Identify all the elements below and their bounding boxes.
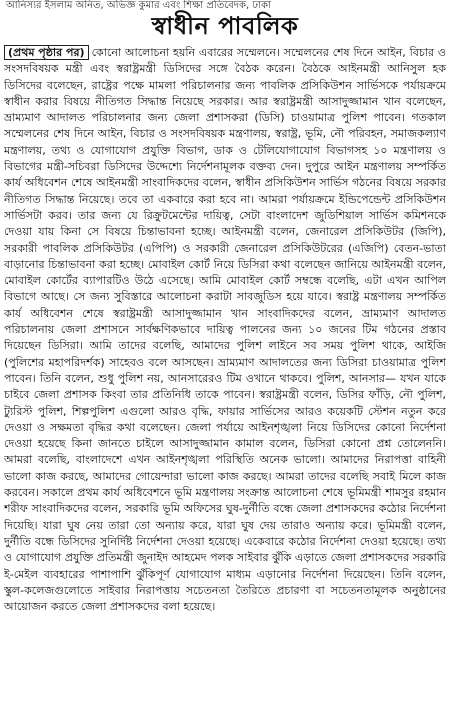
article-paragraph [4,45,446,615]
header-fragment: আনিস্যর ইসলাম অনিত, অভিজ্ঞ কুমার এবং শিক্ষা প্রতিবেদক, ঢাকা [6,0,271,11]
headline: স্বাধীন পাবলিক [151,11,299,40]
article-body [4,45,446,715]
continued-tag: (প্রথম পৃষ্ঠার পর) [4,45,89,60]
article-text: কোনো আলোচনা হয়নি এবারের সম্মেলনে। সম্মেলনের শেষ দিনে আইন, বিচার ও সংসদবিষয়ক মন্ত্রী এবং স্বরাষ্ট্রমন্ত্রী ডিসিদের সঙ্গে বৈঠক করেন। বৈঠকে আইনমন্ত্রী আনিসুল হক ডিসিদের বলেছেন, রাষ্ট্রের পক্ষে মামলা পরিচালনার জন্য পাবলিক প্রসিকিউশন সার্ভিসকে পর্যায়ক্রমে স্বাধীন করার বিষয়ে নীতিগত সিদ্ধান্ত নিয়েছে সরকার। আর স্বরাষ্ট্রমন্ত্রী আসাদুজ্জামান খান বলেছেন, ভ্রাম্যমাণ আদালত পরিচালনার জন্য জেলা প্রশাসকরা (ডিসি) চাওয়ামাত্র পুলিশ পাবেন। গতকাল সম্মেলনের শেষ দিনে আইন, বিচার ও সংসদবিষয়ক মন্ত্রণালয়, স্বরাষ্ট্র, ভূমি, নৌ পরিবহন, সমাজকল্যাণ মন্ত্রণালয়, তথ্য ও যোগাযোগ প্রযুক্তি বিভাগ, ডাক ও টেলিযোগাযোগ বিভাগসহ ১০ মন্ত্রণালয় ও বিভাগের মন্ত্রী-সচিবরা ডিসিদের উদ্দেশ্যে নির্দেশনামূলক বক্তব্য দেন। দুপুরে আইন মন্ত্রণালয় সম্পর্কিত কার্য অধিবেশন শেষে আইনমন্ত্রী সাংবাদিকদের বলেন, স্বাধীন প্রসিকিউশন সার্ভিস গঠনের বিষয়ে সরকার নীতিগত সিদ্ধান্ত নিয়েছে। তবে তা একবারে করা হবে না। আমরা পর্যায়ক্রমে ইন্ডিপেন্ডেন্ট প্রসিকিউশন সার্ভিসটা করব। তার জন্য যে রিক্রুটমেন্টের দায়িত্ব, সেটা বাংলাদেশ জুডিশিয়াল সার্ভিস কমিশনকে দেওয়া যায় কিনা সে বিষয়ে চিন্তাভাবনা হচ্ছে। আইনমন্ত্রী বলেন, জেনারেল প্রসিকিউটর (জিপি), সরকারী পাবলিক প্রসিকিউটর (এপিপি) ও সরকারী জেনারেল প্রসিকিউটরের (এজিপি) বেতন-ভাতা বাড়ানোর চিন্তাভাবনা করা হচ্ছে। মোবাইল কোর্ট নিয়ে ডিসিরা কথা বলেছেন জানিয়ে আইনমন্ত্রী বলেন, মোবাইল কোর্টের ব্যাপারটিও উঠে এসেছে। আমি মোবাইল কোর্ট সম্বন্ধে বলেছি, এটা এখন আপিল বিভাগে আছে। সে জন্য সুবিস্তারে আলোচনা করাটা সাবজুডিস হয়ে যাবে। স্বরাষ্ট্র মন্ত্রণালয় সম্পর্কিত কার্য অধিবেশন শেষে স্বরাষ্ট্রমন্ত্রী আসাদুজ্জামান খান সাংবাদিকদের বলেন, ভ্রাম্যমাণ আদালত পরিচালনায় জেলা প্রশাসনে সার্বক্ষণিকভাবে দায়িত্ব পালনের জন্য ১০ জনের টিম গঠনের প্রস্তাব দিয়েছেন ডিসিরা। আমি তাদের বলেছি, আমাদের পুলিশ লাইনে সব সময় পুলিশ থাকে, আইজি (পুলিশের মহাপরিদর্শক) সাহেবও বলে আসছেন। ভ্রাম্যমাণ আদালতের জন্য ডিসিরা চাওয়ামাত্র পুলিশ পাবেন। তিনি বলেন, শুধু পুলিশ নয়, আনসারেরও টিম ওখানে থাকবে। পুলিশ, আনসার— যখন যাকে চাইবে জেলা প্রশাসক কিংবা তার প্রতিনিধি তাকে পাবেন। স্বরাষ্ট্রমন্ত্রী বলেন, ডিসির ফাঁড়ি, নৌ পুলিশ, ট্যুরিস্ট পুলিশ, শিল্পপুলিশ এগুলো আরও বৃদ্ধি, ফায়ার সার্ভিসের আরও কয়েকটি স্টেশন নতুন করে দেওয়া ও সক্ষমতা বৃদ্ধির কথা বলেছেন। জেলা পর্যায়ে আইনশৃঙ্খলা নিয়ে ডিসিদের কোনো নির্দেশনা দেওয়া হয়েছে কিনা জানতে চাইলে আসাদুজ্জামান কামাল বলেন, ডিসিরা কোনো প্রশ্ন তোলেননি। আমরা বলেছি, বাংলাদেশে এখন আইনশৃঙ্খলা পরিস্থিতি অনেক ভালো। আমাদের নিরাপত্তা বাহিনী ভালো কাজ করছে, আমাদের গোয়েন্দারা ভালো কাজ করছে। আমরা তাদের বলেছি সবাই মিলে কাজ করবেন। সকালে প্রথম কার্য অধিবেশনে ভূমি মন্ত্রণালয় সংক্রান্ত আলোচনা শেষে ভূমিমন্ত্রী শামসুর রহমান শরীফ সাংবাদিকদের বলেন, সরকারি ভূমি অফিসের ঘুষ-দুর্নীতি বন্ধে জেলা প্রশাসকদের কঠোর নির্দেশনা দিয়েছি। যারা ঘুষ নেয় তারা তো অন্যায় করে, যারা ঘুষ দেয় তারাও অন্যায় করে। ভূমিমন্ত্রী বলেন, দুর্নীতি বন্ধে ডিসিদের সুনির্দিষ্ট নির্দেশনা দেওয়া হয়েছে। একেবারে কঠোর নির্দেশনা দেওয়া হয়েছে। তথ্য ও যোগাযোগ প্রযুক্তি প্রতিমন্ত্রী জুনাইদ আহমেদ পলক সাইবার ঝুঁকি এড়াতে জেলা প্রশাসকদের সরকারি ই-মেইল ব্যবহারের পাশাপাশি ঝুঁকিপূর্ণ যোগাযোগ মাধ্যম এড়ানোর নির্দেশনা দিয়েছেন। তিনি বলেন, স্কুল-কলেজগুলোতে সাইবার নিরাপত্তায় সচেতনতা তৈরিতে প্রচারণা বা সচেতনতামূলক অনুষ্ঠানের আয়োজন করতে জেলা প্রশাসকদের বলা হয়েছে। [4,46,446,614]
